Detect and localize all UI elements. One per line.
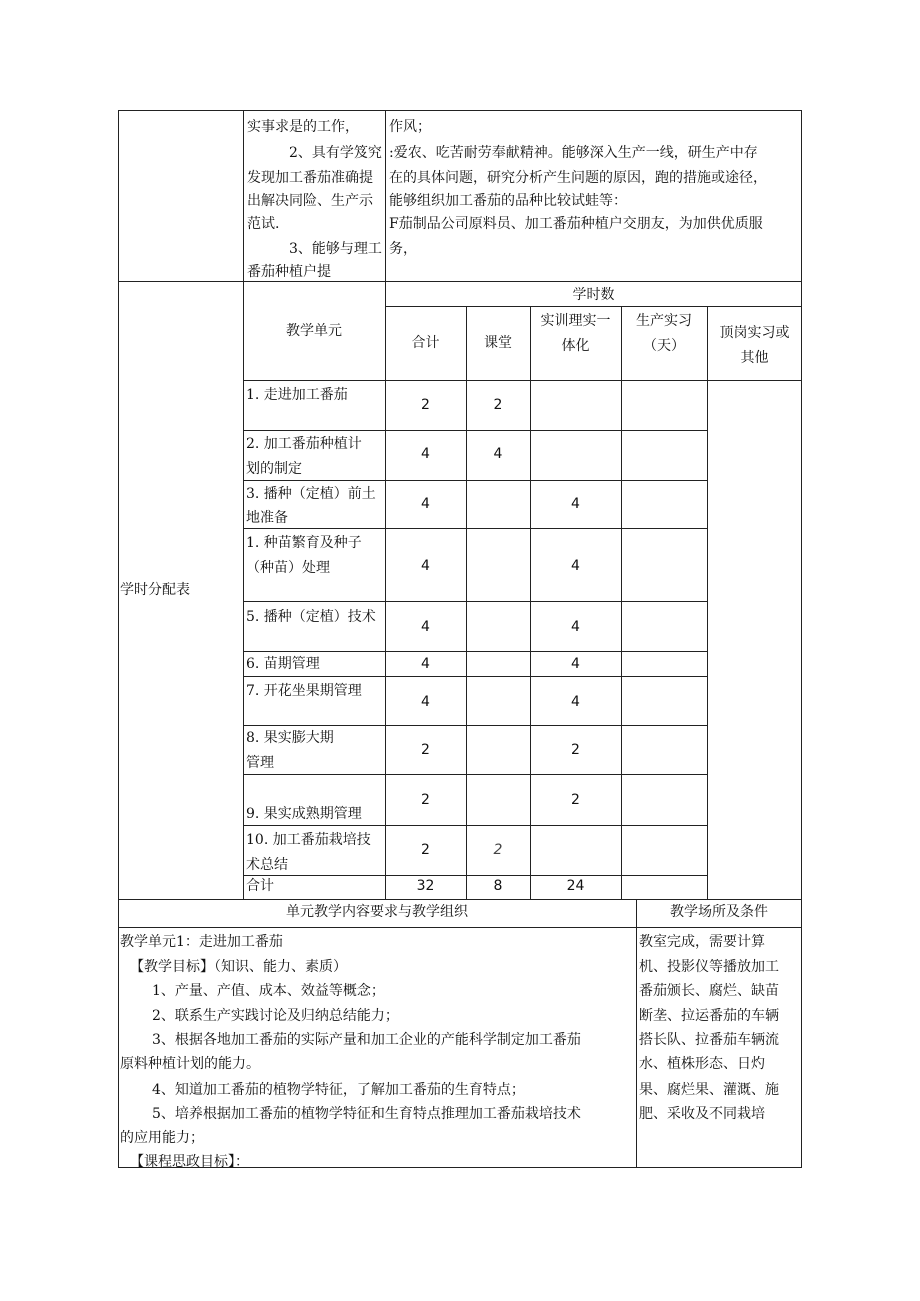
sum-label: 合计 <box>246 878 274 894</box>
table-line <box>243 281 244 899</box>
content-line: 原料种植计划的能力。 <box>120 1056 260 1072</box>
table-line <box>636 899 637 1168</box>
content-line: 2、联系生产实践讨论及归纳总结能力； <box>152 1008 399 1024</box>
unit-name: 管理 <box>246 755 274 771</box>
cell-total: 2 <box>421 397 430 413</box>
content-line: 5、培养根据加工番茄的植物学特征和生育特点推理加工番茄栽培技术 <box>152 1106 581 1122</box>
cell-total: 4 <box>421 496 430 512</box>
unit-name: （种苗）处理 <box>246 560 330 576</box>
top-left-line: 2、具有学笈究 <box>289 145 382 161</box>
col-header-integrated: 实训理实一 <box>540 313 611 329</box>
cell-integrated: 4 <box>571 694 580 710</box>
unit-name: 2. 加工番茄种植计 <box>246 436 362 452</box>
cell-total: 2 <box>421 792 430 808</box>
cell-total: 4 <box>421 446 430 462</box>
cell-class: 4 <box>493 446 503 462</box>
goals-label: 【教学目标】（知识、能力、素质） <box>130 959 347 975</box>
unit-name: 划的制定 <box>246 461 302 477</box>
top-right-line: F茄制品公司原料员、加工番茄种植户交朋友，为加供优质服 <box>389 216 763 232</box>
section-label: 学时分配表 <box>120 582 190 598</box>
hours-header: 学时数 <box>572 287 615 303</box>
unit-name: 7. 开花坐果期管理 <box>246 683 362 699</box>
cell-total: 2 <box>421 742 430 758</box>
top-right-line: 作风； <box>389 119 431 135</box>
place-header: 教学场所及条件 <box>670 904 768 920</box>
content-line: 的应用能力； <box>120 1130 204 1146</box>
cell-total: 4 <box>421 656 430 672</box>
col-header-practice: （天） <box>643 338 685 354</box>
table-line <box>243 528 707 529</box>
col-header-intern: 其他 <box>740 350 769 366</box>
content-line: 1、产量、产值、成本、效益等概念； <box>152 983 385 999</box>
unit-column-header: 教学单元 <box>286 323 342 339</box>
cell-integrated: 2 <box>571 742 580 758</box>
place-line: 肥、采收及不同栽培 <box>639 1106 765 1122</box>
cell-class: 2 <box>493 397 503 413</box>
col-header-integrated: 体化 <box>561 338 590 354</box>
col-header-class: 课堂 <box>484 335 512 351</box>
content-line: 4、知道加工番茄的植物学特征，了解加工番茄的生育特点； <box>152 1082 525 1098</box>
cell-total: 4 <box>421 558 430 574</box>
top-right-line: 在的具体问题，研究分析产生问题的原因，跑的措施或途径， <box>389 170 767 186</box>
cell-integrated: 4 <box>571 558 580 574</box>
col-header-intern: 顶岗实习或 <box>719 325 790 341</box>
place-line: 果、腐烂果、灌溉、施 <box>639 1082 779 1098</box>
unit-name: 1. 走进加工番茄 <box>246 387 348 403</box>
cell-integrated: 2 <box>571 792 580 808</box>
table-line <box>385 110 386 281</box>
unit-name: 9. 果实成熟期管理 <box>246 806 362 822</box>
unit-title: 教学单元1：走进加工番茄 <box>120 934 283 950</box>
place-line: 水、植株形态、日灼 <box>639 1056 765 1072</box>
col-header-total: 合计 <box>411 335 440 351</box>
place-line: 番茄颁长、腐烂、缺苗 <box>639 983 779 999</box>
sum-class: 8 <box>493 878 503 894</box>
top-left-line: 实事求是的工作， <box>247 119 359 135</box>
content-header: 单元教学内容要求与教学组织 <box>286 904 468 920</box>
table-line <box>243 774 707 775</box>
top-right-line: :爱农、吃苦耐劳奉献精神。能够深入生产一线，研生产中存 <box>389 145 758 161</box>
top-right-line: 能够组织加工番茄的品种比较试蛙等： <box>389 193 627 209</box>
unit-name: 术总结 <box>246 857 288 873</box>
unit-name: 8. 果实膨大期 <box>246 730 334 746</box>
table-line <box>243 601 707 602</box>
cell-total: 4 <box>421 694 430 710</box>
cell-total: 2 <box>421 842 430 858</box>
top-left-line: 发现加工番茄准确提 <box>247 170 373 186</box>
cell-integrated: 4 <box>571 656 580 672</box>
unit-name: 5. 播种（定植）技术 <box>246 609 376 625</box>
unit-name: 地准备 <box>246 510 288 526</box>
ideology-label: 【课程思政目标】： <box>130 1154 249 1170</box>
unit-name: 10. 加工番茄栽培技 <box>246 832 371 848</box>
cell-total: 4 <box>421 619 430 635</box>
place-line: 机、投影仪等播放加工 <box>639 959 779 975</box>
unit-name: 6. 苗期管理 <box>246 656 320 672</box>
top-left-line: 出解决同险、生产示 <box>247 193 373 209</box>
table-line <box>621 306 622 899</box>
content-line: 3、根据各地加工番茄的实际产量和加工企业的产能科学制定加工番茄 <box>152 1032 581 1048</box>
top-right-line: 务， <box>389 241 417 257</box>
sum-total: 32 <box>416 878 435 894</box>
place-line: 教室完成，需要计算 <box>639 934 765 950</box>
unit-name: 1. 种苗繁育及种子 <box>246 535 362 551</box>
col-header-practice: 生产实习 <box>636 313 692 329</box>
cell-integrated: 4 <box>571 496 580 512</box>
table-line <box>243 110 244 281</box>
top-left-line: 范试. <box>247 216 280 232</box>
unit-name: 3. 播种（定植）前土 <box>246 486 376 502</box>
table-line <box>118 927 802 928</box>
top-left-line: 番茄种植户提 <box>247 264 331 280</box>
table-line <box>243 380 802 381</box>
table-line <box>707 306 708 899</box>
sum-integrated: 24 <box>566 878 585 894</box>
top-left-line: 3、能够与理工 <box>289 241 382 257</box>
place-line: 搭长队、拉番茄车辆流 <box>639 1032 779 1048</box>
cell-integrated: 4 <box>571 619 580 635</box>
cell-class: 2 <box>493 842 503 858</box>
place-line: 断垄、拉运番茄的车辆 <box>639 1008 779 1024</box>
